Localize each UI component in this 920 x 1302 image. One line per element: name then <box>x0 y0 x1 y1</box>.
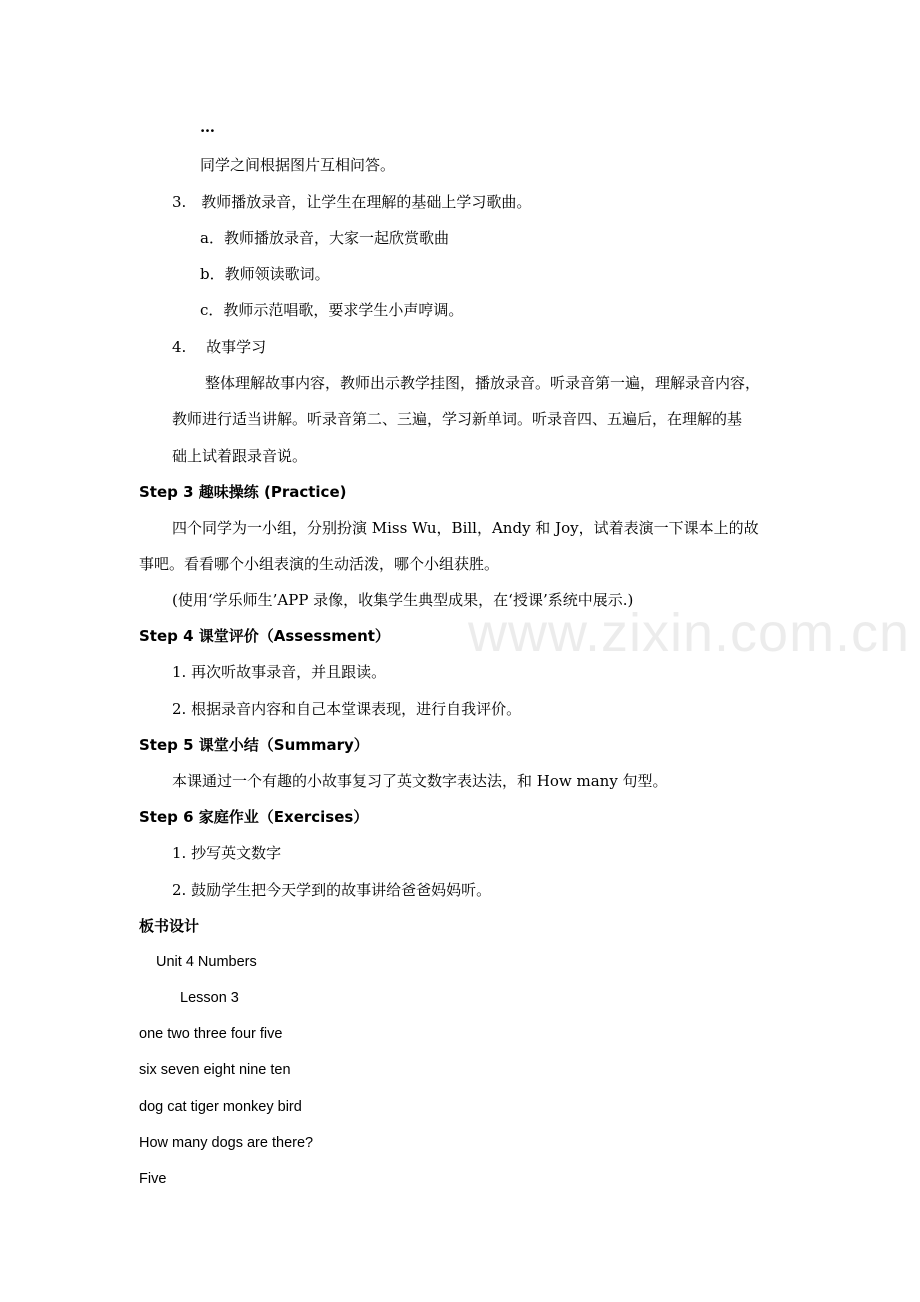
board-row-answer: Five <box>139 1171 167 1187</box>
sub-item-c: c．教师示范唱歌，要求学生小声哼调。 <box>200 301 464 319</box>
board-design-heading: 板书设计 <box>139 917 200 935</box>
board-row-question: How many dogs are there? <box>139 1135 314 1151</box>
list-item-3: 3. 教师播放录音，让学生在理解的基础上学习歌曲。 <box>172 193 532 211</box>
story-paragraph-line-3: 础上试着跟录音说。 <box>172 447 308 465</box>
sub-item-a: a．教师播放录音，大家一起欣赏歌曲 <box>200 229 449 247</box>
step4-heading: Step 4 课堂评价（Assessment） <box>139 627 390 645</box>
step6-heading: Step 6 家庭作业（Exercises） <box>139 808 369 826</box>
board-row-animals: dog cat tiger monkey bird <box>139 1099 302 1115</box>
step6-item-2: 2. 鼓励学生把今天学到的故事讲给爸爸妈妈听。 <box>172 881 492 899</box>
list-item-4: 4. 故事学习 <box>172 338 267 356</box>
board-row-numbers-1: one two three four five <box>139 1026 283 1042</box>
sub-item-b: b．教师领读歌词。 <box>200 265 330 283</box>
step5-paragraph: 本课通过一个有趣的小故事复习了英文数字表达法，和 How many 句型。 <box>172 772 668 790</box>
step4-item-2: 2. 根据录音内容和自己本堂课表现，进行自我评价。 <box>172 700 522 718</box>
step5-heading: Step 5 课堂小结（Summary） <box>139 736 369 754</box>
step3-note: (使用‘学乐师生’APP 录像，收集学生典型成果，在‘授课’系统中展示.) <box>172 591 634 609</box>
board-row-numbers-2: six seven eight nine ten <box>139 1062 291 1078</box>
watermark: www.zixin.com.cn <box>468 603 911 663</box>
step3-heading: Step 3 趣味操练 (Practice) <box>139 483 347 501</box>
board-lesson-title: Lesson 3 <box>180 990 239 1006</box>
step6-item-1: 1. 抄写英文数字 <box>172 844 282 862</box>
body-line: 同学之间根据图片互相问答。 <box>200 156 396 174</box>
board-unit-title: Unit 4 Numbers <box>156 954 257 970</box>
ellipsis: … <box>200 118 215 136</box>
step3-paragraph-line-2: 事吧。看看哪个小组表演的生动活泼，哪个小组获胜。 <box>139 555 500 573</box>
step3-paragraph-line-1: 四个同学为一小组，分别扮演 Miss Wu，Bill，Andy 和 Joy，试着表演一下课本上的故 <box>172 519 759 537</box>
story-paragraph-line-1: 整体理解故事内容，教师出示教学挂图，播放录音。听录音第一遍，理解录音内容， <box>205 374 761 392</box>
step4-item-1: 1. 再次听故事录音，并且跟读。 <box>172 663 387 681</box>
story-paragraph-line-2: 教师进行适当讲解。听录音第二、三遍，学习新单词。听录音四、五遍后，在理解的基 <box>172 410 743 428</box>
